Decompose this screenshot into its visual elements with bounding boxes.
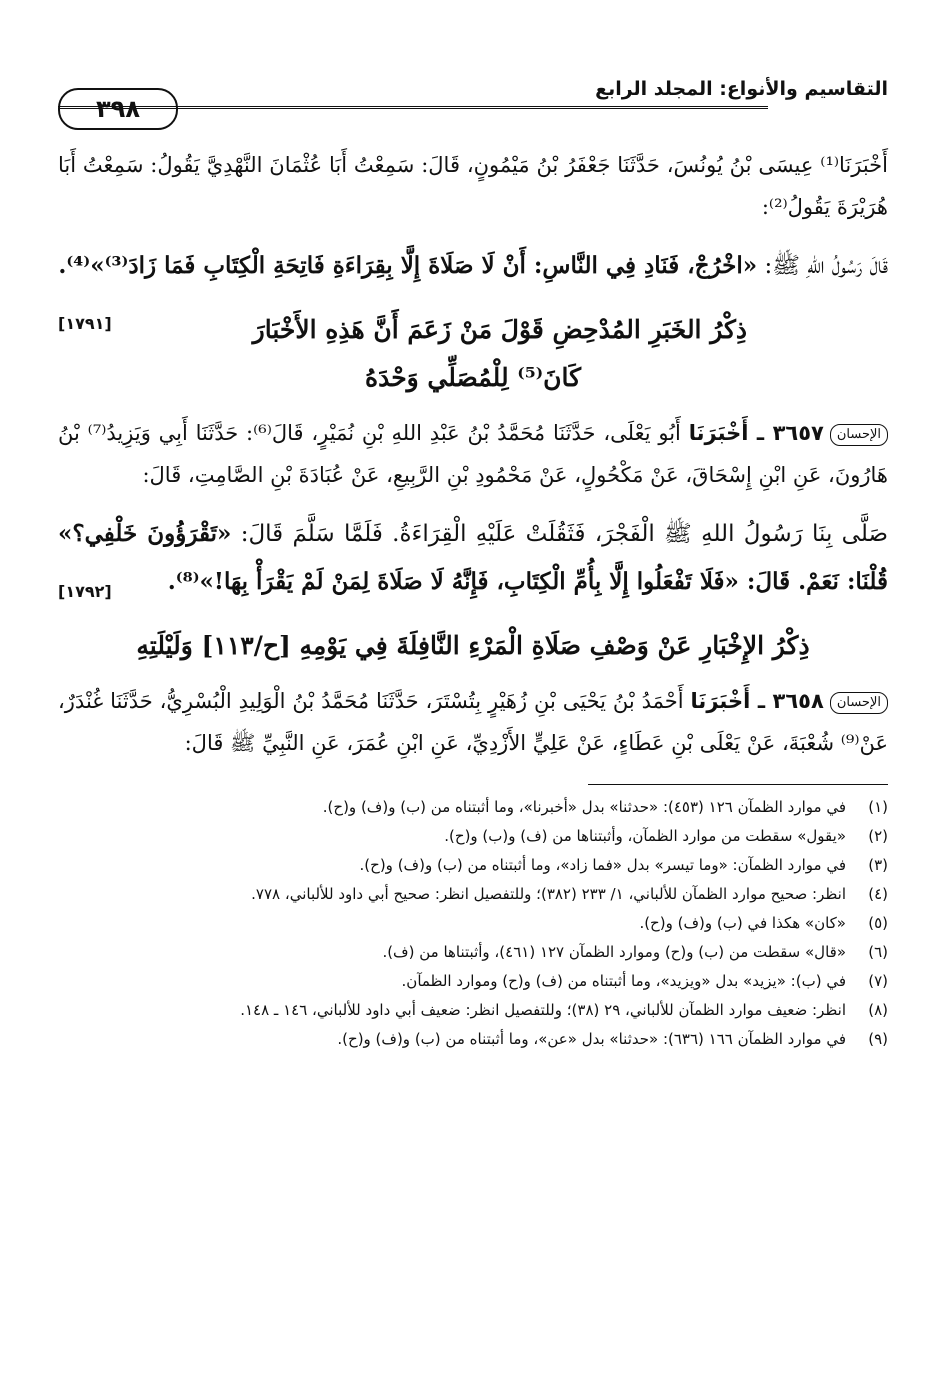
footnote-number: (٢) xyxy=(868,827,888,845)
hadith-3658-isnad xyxy=(58,680,888,764)
hadith-3657-matn xyxy=(58,510,888,606)
footnote xyxy=(58,851,888,880)
footnote xyxy=(58,822,888,851)
footnote-number: (٨) xyxy=(868,1001,888,1019)
isnad-1: أَخْبَرَنَا⁽¹⁾ عِيسَى بْنُ يُونُسَ، حَدَّثَنَا جَعْفَرُ بْنُ مَيْمُونٍ، قَالَ: سَمِعْتُ أَبَا عُثْمَانَ النَّهْدِيَّ يَقُولُ: سَمِعْتُ أَبَا هُرَيْرَةَ يَقُولُ⁽²⁾: xyxy=(58,153,888,219)
chapter-heading-2-line1: ذِكْرُ الإِخْبَارِ عَنْ وَصْفِ صَلَاةِ الْمَرْءِ النَّافِلَةَ فِي يَوْمِهِ [ح/١١٣] وَلَيْلَتِهِ xyxy=(136,631,810,660)
footnote-text: «كان» هكذا في (ب) و(ف) و(ح). xyxy=(639,914,846,932)
footnote xyxy=(58,967,888,996)
footnote xyxy=(58,938,888,967)
footnote-text: في موارد الظمآن: «وما تيسر» بدل «فما زاد»، وما أثبتناه من (ب) و(ف) و(ح). xyxy=(359,856,846,874)
chapter-heading-2 xyxy=(58,622,888,670)
hadith-3658-isnad-text: أَحْمَدُ بْنُ يَحْيَى بْنِ زُهَيْرٍ بِتُسْتَرَ، حَدَّثَنَا مُحَمَّدُ بْنُ الْوَلِيدِ الْبُسْرِيُّ، حَدَّثَنَا غُنْدَرٌ، عَنْ⁽⁹⁾ شُعْبَةَ، عَنْ يَعْلَى بْنِ عَطَاءٍ، عَنْ عَلِيٍّ الأَزْدِيِّ، عَنِ ابْنِ عُمَرَ، عَنِ النَّبِيِّ ﷺ قَالَ: xyxy=(58,689,888,755)
footnote-separator xyxy=(588,784,888,785)
page-header xyxy=(58,70,888,132)
footnotes xyxy=(58,793,888,1054)
hadith-3658-number: ٣٦٥٨ ـ أَخْبَرَنَا xyxy=(690,689,824,713)
hadith-1-matn: «اخْرُجْ، فَنَادِ فِي النَّاسِ: أَنْ لَا صَلَاةَ إِلَّا بِقِرَاءَةِ فَاتِحَةِ الْكِتَابِ فَمَا زَادَ⁽³⁾»⁽⁴⁾. xyxy=(58,252,758,279)
footnote-number: (٩) xyxy=(868,1030,888,1048)
footnote-text: في موارد الظمآن ١٢٦ (٤٥٣): «حدثنا» بدل «أخبرنا»، وما أثبتناه من (ب) و(ف) و(ح). xyxy=(322,798,846,816)
footnote-text: في (ب): «يزيد» بدل «ويزيد»، وما أثبتناه من (ف) و(ح) وموارد الظمآن. xyxy=(401,972,846,990)
footnote-text: «قال» سقطت من (ب) و(ح) وموارد الظمآن ١٢٧ (٤٦١)، وأثبتناها من (ف). xyxy=(382,943,846,961)
footnote-number: (١) xyxy=(868,798,888,816)
hadith-3657-isnad xyxy=(58,412,888,496)
hadith-1-lead: قَالَ رَسُولُ اللهِ ﷺ: xyxy=(757,253,888,279)
hadith-1-ref: [١٧٩١] xyxy=(58,314,112,333)
page xyxy=(58,70,888,1054)
footnote xyxy=(58,793,888,822)
footnote-text: في موارد الظمآن ١٦٦ (٦٣٦): «حدثنا» بدل «عن»، وما أثبتناه من (ب) و(ف) و(ح). xyxy=(337,1030,846,1048)
chapter-heading-1-line2: كَانَ⁽⁵⁾ لِلْمُصَلِّي وَحْدَهُ xyxy=(364,363,582,392)
chapter-heading-1 xyxy=(58,306,888,402)
running-title: التقاسيم والأنواع: المجلد الرابع xyxy=(595,78,888,100)
footnote-number: (٧) xyxy=(868,972,888,990)
hadith-3657-matn-text: «تَقْرَؤُونَ خَلْفِي؟» قُلْنَا: نَعَمْ. قَالَ: «فَلَا تَفْعَلُوا إِلَّا بِأُمِّ الْكِتَابِ، فَإِنَّهُ لَا صَلَاةَ لِمَنْ لَمْ يَقْرَأْ بِهَا!»⁽⁸⁾. xyxy=(58,520,888,595)
footnote-number: (٥) xyxy=(868,914,888,932)
footnote-number: (٤) xyxy=(868,885,888,903)
footnote xyxy=(58,996,888,1025)
footnote-text: انظر: ضعيف موارد الظمآن للألباني، ٢٩ (٣٨)؛ وللتفصيل انظر: ضعيف أبي داود للألباني، ١٤٦ ـ ١٤٨. xyxy=(240,1001,846,1019)
ihsan-badge-icon: الإحسان xyxy=(830,424,888,446)
footnote xyxy=(58,1025,888,1054)
page-number: ٣٩٨ xyxy=(58,88,178,130)
hadith-3657-lead: صَلَّى بِنَا رَسُولُ اللهِ ﷺ الْفَجْرَ، فَثَقُلَتْ عَلَيْهِ الْقِرَاءَةُ. فَلَمَّا سَلَّمَ قَالَ: xyxy=(231,521,888,547)
hadith-3657-isnad-text: أَبُو يَعْلَى، حَدَّثَنَا مُحَمَّدُ بْنُ عَبْدِ اللهِ بْنِ نُمَيْرٍ، قَالَ⁽⁶⁾: حَدَّثَنَا أَبِي وَيَزِيدُ⁽⁷⁾ بْنُ هَارُونَ، عَنِ ابْنِ إِسْحَاقَ، عَنْ مَكْحُولٍ، عَنْ مَحْمُودِ بْنِ الرَّبِيعِ، عَنْ عُبَادَةَ بْنِ الصَّامِتِ، قَالَ: xyxy=(58,421,888,487)
chapter-heading-1-line1: ذِكْرُ الخَبَرِ المُدْحِضِ قَوْلَ مَنْ زَعَمَ أَنَّ هَذِهِ الأَخْبَارَ xyxy=(252,315,748,344)
hadith-3657-number: ٣٦٥٧ ـ أَخْبَرَنَا xyxy=(688,421,824,445)
footnote-number: (٣) xyxy=(868,856,888,874)
footnote-number: (٦) xyxy=(868,943,888,961)
footnote-text: «يقول» سقطت من موارد الظمآن، وأثبتناها من (ف) و(ب) و(ح). xyxy=(444,827,846,845)
footnote xyxy=(58,880,888,909)
ihsan-badge-icon: الإحسان xyxy=(830,692,888,714)
footnote-text: انظر: صحيح موارد الظمآن للألباني، ١/ ٢٣٣ (٣٨٢)؛ وللتفصيل انظر: صحيح أبي داود للألباني، ٧٧٨. xyxy=(251,885,846,903)
footnote xyxy=(58,909,888,938)
hadith-3657-ref: [١٧٩٢] xyxy=(58,582,112,601)
